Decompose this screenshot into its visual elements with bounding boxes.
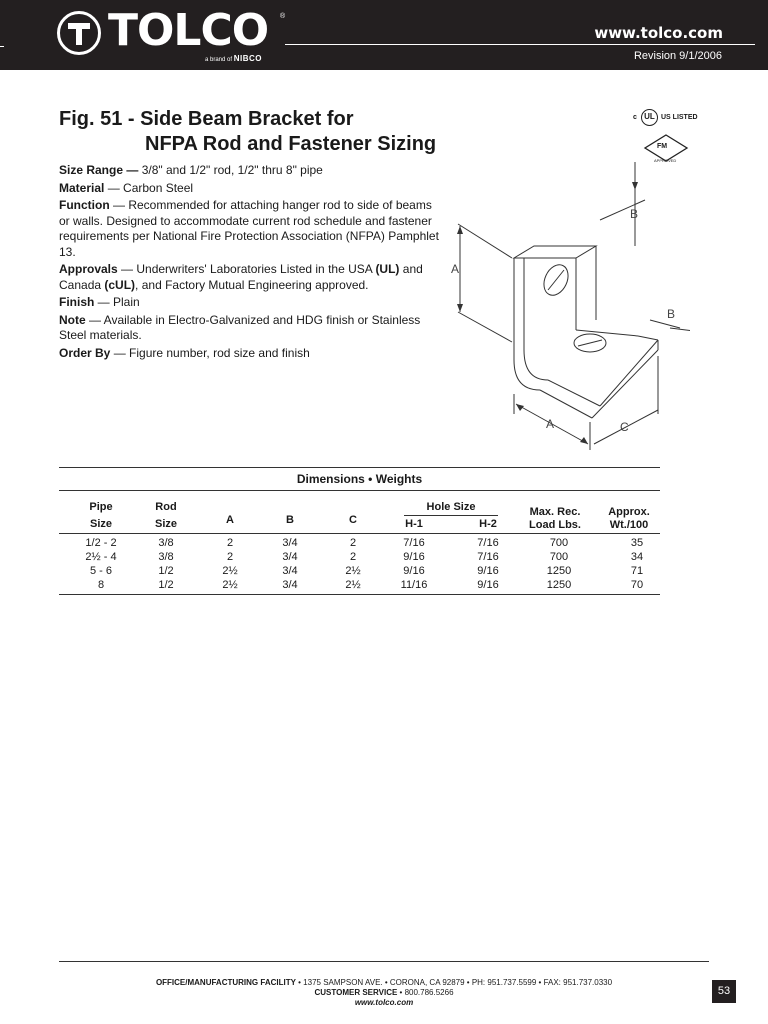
bracket-diagram [440,160,690,460]
header-max-rec: Max. Rec. [529,506,581,518]
brand-prefix: a brand of [205,57,233,63]
header-wt: Wt./100 [609,519,649,531]
registered-mark: ® [280,13,286,20]
header-hole-size: Hole Size [426,501,476,513]
header-a: A [226,514,234,526]
header-pipe: Pipe [89,501,113,513]
header-h1: H-1 [405,518,423,530]
label-a-bottom: A [546,417,555,431]
header-h2: H-2 [479,518,497,530]
header-tick [0,46,4,47]
fm-mark: FM [657,143,668,150]
spec-list [59,163,439,363]
header-b: B [286,514,294,526]
office-address: • 1375 SAMPSON AVE. • CORONA, CA 92879 • PH: 951.737.5599 • FAX: 951.737.0330 [295,978,613,987]
footer-divider [59,961,709,962]
tolco-logo-icon [57,11,101,55]
table-row: 1/2 - 2 3/8 2 3/4 2 7/16 7/16 700 35 [85,537,644,549]
table-row: 8 1/2 2½ 3/4 2½ 11/16 9/16 1250 70 [97,579,644,591]
table-row: 5 - 6 1/2 2½ 3/4 2½ 9/16 9/16 1250 71 [89,565,644,577]
label-b-top: B [630,207,639,221]
header-rod-size: Size [154,518,177,530]
header-size: Size [89,518,112,530]
hole-size-rule [404,515,498,516]
spec-material: Material — Carbon Steel [59,180,194,195]
page-number: 53 [712,980,736,1003]
page-title-line1: Fig. 51 - Side Beam Bracket for [59,108,354,130]
office-label: OFFICE/MANUFACTURING FACILITY [155,978,296,987]
spec-approvals: Approvals — Underwriters' Laboratories Listed in the USA (UL) and Canada (cUL), and Factory Mutual Engineering approved. [59,262,423,292]
revision-date: Revision 9/1/2006 [633,50,722,62]
header-website-link[interactable]: www.tolco.com [594,24,723,42]
service-label: CUSTOMER SERVICE [314,988,398,997]
brand-line [205,54,262,63]
page-header [0,0,768,70]
service-phone: • 800.786.5266 [397,988,454,997]
ul-logo-icon: UL [641,109,658,126]
logo-text: TOLCO [108,5,269,56]
spec-note: Note — Available in Electro-Galvanized and HDG finish or Stainless Steel materials. [59,312,421,342]
header-c: C [349,514,357,526]
table-title: Dimensions • Weights [296,472,423,486]
header-load-lbs: Load Lbs. [529,519,581,531]
header-rod: Rod [155,501,177,513]
spec-finish: Finish — Plain [59,295,140,309]
ul-c-mark: c [633,114,637,121]
table-row: 2½ - 4 3/8 2 3/4 2 9/16 7/16 700 34 [85,551,644,563]
ul-listed-text: US LISTED [661,114,698,121]
spec-order-by: Order By — Figure number, rod size and finish [59,345,310,360]
label-c: C [620,420,629,434]
fm-approved-text: APPROVED [654,158,677,163]
footer-website-link[interactable]: www.tolco.com [354,998,414,1007]
header-divider [285,44,755,45]
label-a-vertical: A [451,262,460,276]
spec-size-range: Size Range — 3/8" and 1/2" rod, 1/2" thru 8" pipe [59,163,323,177]
page-title-line2: NFPA Rod and Fastener Sizing [145,133,437,155]
header-approx: Approx. [608,506,650,518]
spec-function: Function — Recommended for attaching hanger rod to side of beams or walls. Designed to accommodate current rod schedule and fastener requirements per National Fire Protection Association (NFPA) Pamphlet 13. [59,198,439,259]
ul-listed-badge [633,108,703,130]
footer-contact [59,978,709,1008]
brand-name: NIBCO [233,54,262,63]
label-b-right: B [667,307,676,321]
